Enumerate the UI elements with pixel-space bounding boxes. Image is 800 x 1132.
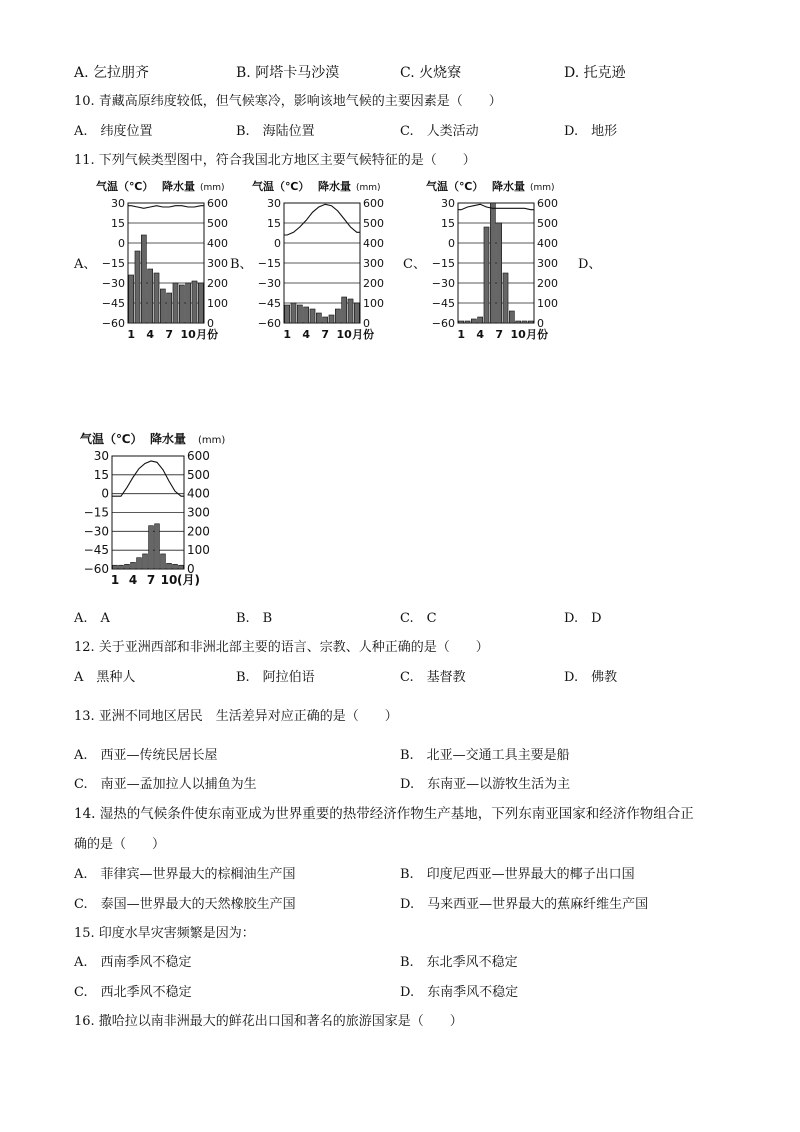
precip-tick-label: 200 (537, 277, 558, 290)
chart-a-label: A、 (74, 257, 97, 272)
month-tick-label: 10 (336, 328, 352, 341)
precip-bar (285, 305, 290, 323)
temp-tick-label: −60 (431, 317, 455, 330)
climate-chart-b (248, 176, 388, 344)
temp-axis-label: 气温（℃） (252, 180, 310, 193)
precip-axis-label: 降水量 (318, 180, 351, 193)
precip-bar (149, 526, 154, 569)
q11-option-b: B. B (236, 611, 273, 626)
precip-bar (179, 285, 184, 323)
precip-bar (354, 303, 359, 323)
q9-option-b: B. 阿塔卡马沙漠 (236, 65, 340, 81)
chart-c-label: C、 (403, 257, 426, 272)
precip-axis-label: 降水量 (150, 432, 187, 446)
temp-tick-label: 0 (274, 237, 281, 250)
precip-bar (131, 562, 136, 569)
precip-bar (490, 203, 495, 323)
precip-axis-label: 降水量 (162, 180, 195, 193)
precip-bar (459, 321, 464, 323)
precip-bar (198, 283, 203, 323)
temp-tick-label: −45 (257, 297, 281, 310)
month-tick-label: 1 (457, 328, 465, 341)
q14-option-c: C. 泰国—世界最大的天然橡胶生产国 (74, 897, 296, 912)
q11-option-d: D. D (564, 611, 602, 626)
q10-option-b: B. 海陆位置 (236, 124, 315, 139)
precip-bar (161, 554, 166, 569)
q12-option-b: B. 阿拉伯语 (236, 670, 315, 685)
climate-chart-a (92, 176, 232, 344)
precip-bar (528, 321, 533, 323)
temp-tick-label: 0 (101, 486, 109, 501)
precip-bar (135, 251, 140, 323)
temp-tick-label: −60 (101, 317, 125, 330)
temp-tick-label: 15 (93, 467, 109, 482)
precip-tick-label: 200 (363, 277, 384, 290)
precip-unit-label: (mm) (356, 183, 381, 193)
precip-bar (113, 565, 118, 569)
temp-tick-label: −45 (431, 297, 455, 310)
precip-tick-label: 200 (207, 277, 228, 290)
q9-option-c: C. 火烧寮 (400, 65, 462, 81)
precip-bar (192, 281, 197, 323)
precip-tick-label: 100 (207, 297, 228, 310)
temp-tick-label: −30 (83, 524, 109, 539)
precip-bar (316, 313, 321, 323)
q10-option-a: A. 纬度位置 (74, 124, 153, 139)
month-tick-label: 4 (128, 573, 138, 587)
month-tick-label: 10 (180, 328, 196, 341)
temp-tick-label: 30 (267, 197, 281, 210)
precip-axis-label: 降水量 (492, 180, 525, 193)
q11-stem: 11. 下列气候类型图中，符合我国北方地区主要气候特征的是（ ） (74, 153, 476, 168)
month-tick-label: 7 (495, 328, 503, 341)
month-axis-suffix: 月份 (526, 328, 549, 341)
precip-tick-label: 300 (537, 257, 558, 270)
q14-option-d: D. 马来西亚—世界最大的蕉麻纤维生产国 (400, 897, 649, 912)
chart-b-label: B、 (230, 257, 253, 272)
precip-tick-label: 400 (537, 237, 558, 250)
temp-tick-label: −45 (83, 543, 109, 558)
temp-axis-label: 气温（℃） (426, 180, 484, 193)
precip-tick-label: 100 (537, 297, 558, 310)
month-tick-label: 4 (302, 328, 310, 341)
month-tick-label: 1 (110, 573, 120, 587)
precip-tick-label: 0 (207, 317, 214, 330)
month-tick-label: 1 (127, 328, 135, 341)
precip-tick-label: 500 (187, 467, 210, 482)
precip-bar (342, 297, 347, 323)
temp-tick-label: −30 (101, 277, 125, 290)
precip-tick-label: 200 (187, 524, 210, 539)
precip-tick-label: 400 (207, 237, 228, 250)
precip-bar (119, 565, 124, 569)
precip-bar (471, 319, 476, 323)
temperature-curve (458, 204, 534, 209)
month-axis-suffix: 月份 (196, 328, 219, 341)
temp-tick-label: 30 (111, 197, 125, 210)
precip-bar (497, 223, 502, 323)
precip-bar (291, 303, 296, 323)
q11-option-c: C. C (400, 611, 437, 626)
precip-bar (155, 524, 160, 569)
month-axis-suffix: (月) (177, 573, 200, 587)
precip-bar (173, 283, 178, 323)
temp-tick-label: −15 (431, 257, 455, 270)
precip-bar (335, 309, 340, 323)
precip-unit-label: (mm) (200, 183, 225, 193)
temperature-curve (112, 461, 184, 496)
temp-tick-label: −30 (431, 277, 455, 290)
temp-tick-label: 30 (93, 449, 109, 463)
precip-unit-label: (mm) (198, 435, 226, 446)
precip-tick-label: 300 (207, 257, 228, 270)
precip-bar (465, 321, 470, 323)
temp-tick-label: −15 (257, 257, 281, 270)
month-axis-suffix: 月份 (352, 328, 375, 341)
precip-unit-label: (mm) (530, 183, 555, 193)
q16-stem: 16. 撒哈拉以南非洲最大的鲜花出口国和著名的旅游国家是（ ） (74, 1014, 463, 1029)
precip-tick-label: 300 (363, 257, 384, 270)
q12-option-a: A 黑种人 (74, 670, 136, 685)
precip-tick-label: 100 (363, 297, 384, 310)
q13-option-c: C. 南亚—孟加拉人以捕鱼为生 (74, 777, 257, 792)
precip-bar (148, 269, 153, 323)
temp-tick-label: 15 (267, 217, 281, 230)
precip-bar (509, 311, 514, 323)
temp-tick-label: 0 (118, 237, 125, 250)
climate-chart-c (422, 176, 562, 344)
month-tick-label: 10 (510, 328, 526, 341)
precip-bar (329, 315, 334, 323)
precip-tick-label: 500 (363, 217, 384, 230)
temperature-curve (128, 206, 204, 209)
precip-bar (186, 283, 191, 323)
precip-bar (179, 565, 184, 569)
precip-tick-label: 600 (207, 197, 228, 210)
precip-tick-label: 600 (363, 197, 384, 210)
month-tick-label: 4 (146, 328, 154, 341)
q13-stem: 13. 亚洲不同地区居民 生活差异对应正确的是（ ） (74, 709, 398, 724)
q10-option-d: D. 地形 (564, 124, 618, 139)
precip-bar (167, 563, 172, 569)
precip-bar (129, 275, 134, 323)
precip-tick-label: 400 (363, 237, 384, 250)
chart-d-label: D、 (578, 257, 602, 272)
precip-tick-label: 600 (187, 449, 210, 463)
precip-tick-label: 500 (207, 217, 228, 230)
q15-option-a: A. 西南季风不稳定 (74, 955, 192, 970)
q14-stem-line1: 14. 湿热的气候条件使东南亚成为世界重要的热带经济作物生产基地，下列东南亚国家和经济作物组合正 (74, 806, 694, 822)
q15-option-b: B. 东北季风不稳定 (400, 955, 518, 970)
q13-option-b: B. 北亚—交通工具主要是船 (400, 748, 570, 763)
precip-tick-label: 600 (537, 197, 558, 210)
precip-bar (125, 564, 130, 569)
precip-tick-label: 0 (537, 317, 544, 330)
precip-tick-label: 500 (537, 217, 558, 230)
q10-option-c: C. 人类活动 (400, 124, 479, 139)
precip-bar (141, 235, 146, 323)
precip-bar (503, 273, 508, 323)
q15-option-c: C. 西北季风不稳定 (74, 985, 192, 1000)
precip-tick-label: 0 (363, 317, 370, 330)
temp-axis-label: 气温（℃） (96, 180, 154, 193)
precip-bar (143, 554, 148, 569)
q12-option-d: D. 佛教 (564, 670, 618, 685)
month-tick-label: 7 (321, 328, 329, 341)
temp-tick-label: 30 (441, 197, 455, 210)
temp-tick-label: −15 (83, 505, 109, 520)
precip-bar (154, 273, 159, 323)
q9-option-a: A. 乞拉朋齐 (74, 65, 150, 81)
precip-bar (304, 307, 309, 323)
precip-bar (310, 309, 315, 323)
q10-stem: 10. 青藏高原纬度较低，但气候寒冷，影响该地气候的主要因素是（ ） (74, 94, 502, 109)
precip-bar (167, 293, 172, 323)
precip-bar (348, 299, 353, 323)
precip-bar (173, 564, 178, 569)
temp-tick-label: 15 (441, 217, 455, 230)
climate-chart-d (76, 428, 226, 594)
q15-option-d: D. 东南季风不稳定 (400, 985, 519, 1000)
precip-bar (516, 321, 521, 323)
month-tick-label: 7 (146, 573, 156, 587)
temp-tick-label: −15 (101, 257, 125, 270)
q11-option-a: A. A (74, 611, 110, 626)
precip-bar (478, 317, 483, 323)
temp-tick-label: 15 (111, 217, 125, 230)
temp-tick-label: −45 (101, 297, 125, 310)
temp-tick-label: 0 (448, 237, 455, 250)
temp-tick-label: −60 (83, 562, 109, 576)
precip-bar (323, 317, 328, 323)
q12-stem: 12. 关于亚洲西部和非洲北部主要的语言、宗教、人种正确的是（ ） (74, 640, 489, 655)
q13-option-d: D. 东南亚—以游牧生活为主 (400, 777, 571, 792)
q9-option-d: D. 托克逊 (564, 65, 626, 81)
precip-bar (297, 305, 302, 323)
precip-tick-label: 0 (187, 562, 195, 576)
q14-stem-line2: 确的是（ ） (74, 837, 166, 852)
temp-tick-label: −60 (257, 317, 281, 330)
month-tick-label: 4 (476, 328, 484, 341)
q14-option-b: B. 印度尼西亚—世界最大的椰子出口国 (400, 867, 635, 882)
precip-bar (522, 321, 527, 323)
month-tick-label: 7 (165, 328, 173, 341)
temp-tick-label: −30 (257, 277, 281, 290)
precip-bar (160, 289, 165, 323)
precip-bar (484, 227, 489, 323)
q13-option-a: A. 西亚—传统民居长屋 (74, 748, 218, 763)
month-tick-label: 1 (283, 328, 291, 341)
precip-bar (137, 558, 142, 569)
q15-stem: 15. 印度水旱灾害频繁是因为： (74, 926, 255, 941)
precip-tick-label: 100 (187, 543, 210, 558)
q12-option-c: C. 基督教 (400, 670, 466, 685)
temperature-curve (284, 204, 360, 235)
q14-option-a: A. 菲律宾—世界最大的棕榈油生产国 (74, 867, 296, 882)
precip-tick-label: 400 (187, 486, 210, 501)
temp-axis-label: 气温（℃） (80, 432, 143, 446)
month-tick-label: 10 (160, 573, 178, 587)
precip-tick-label: 300 (187, 505, 210, 520)
